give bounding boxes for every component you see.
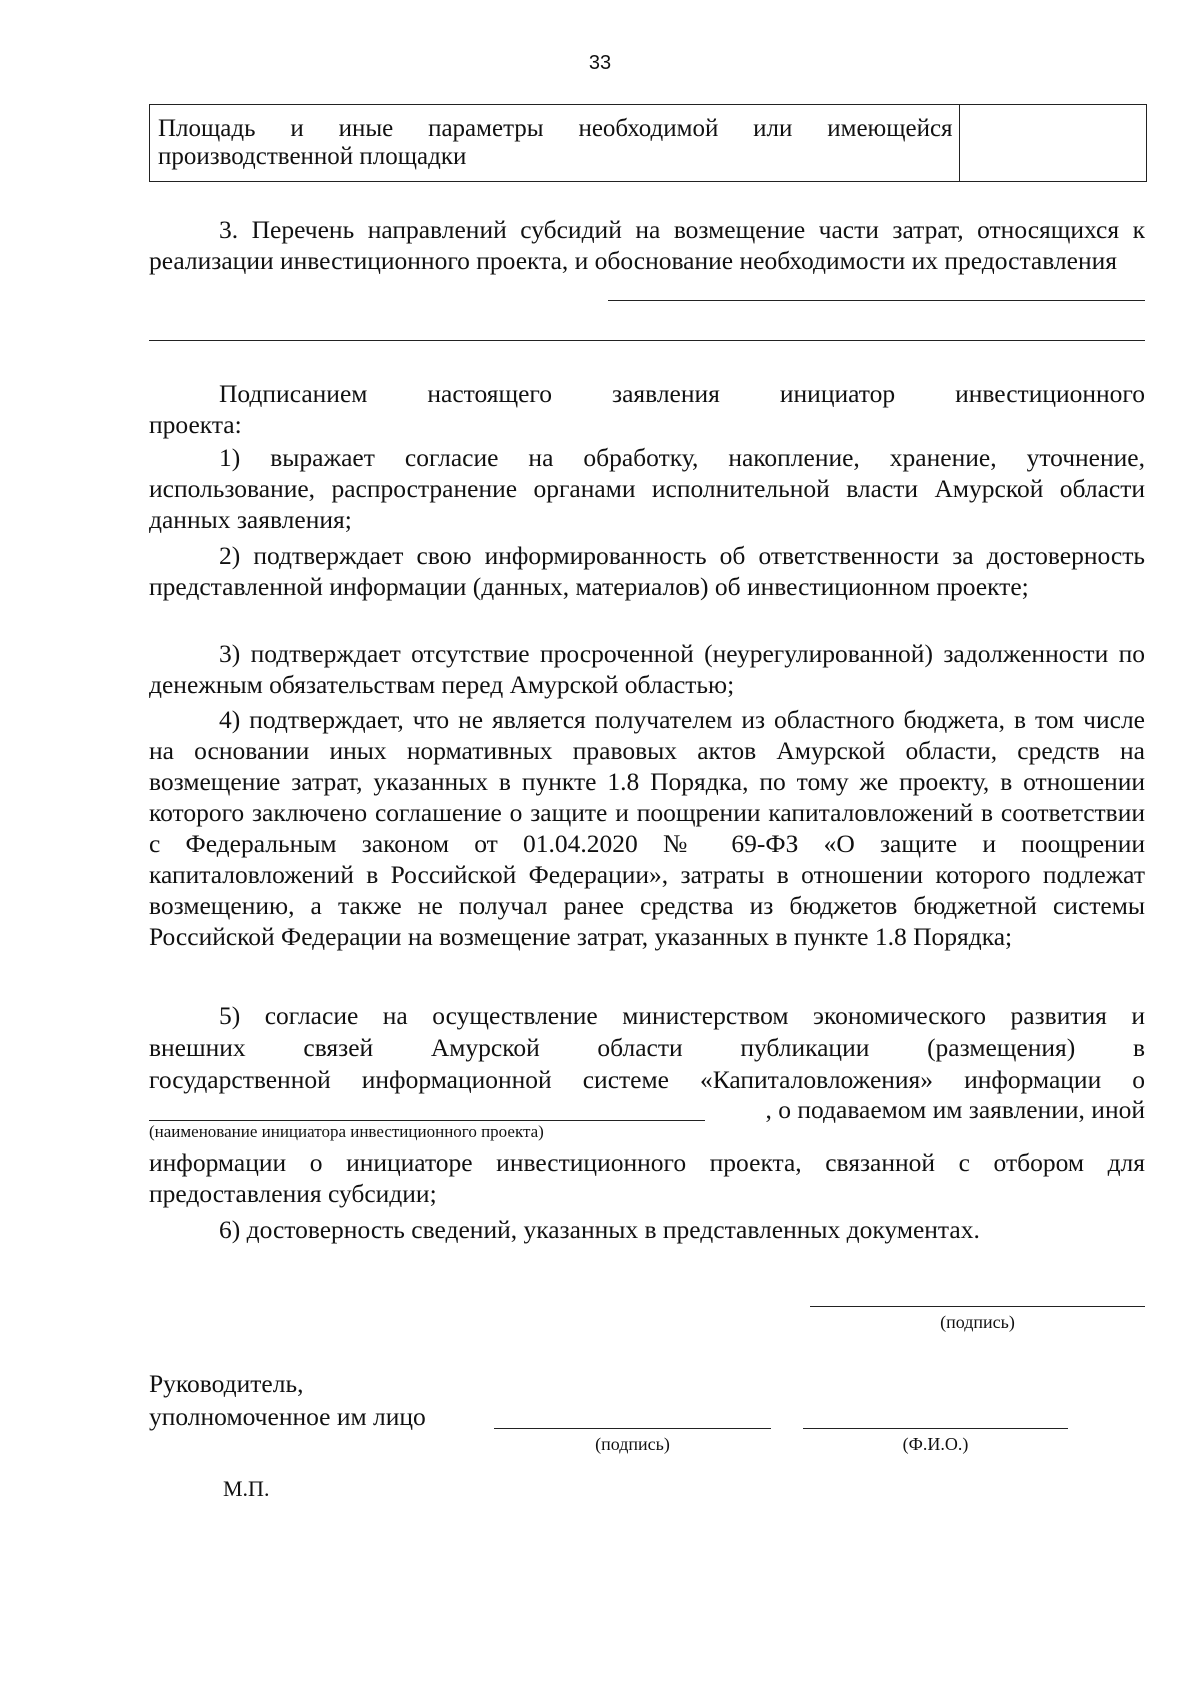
signature-line xyxy=(810,1306,1145,1307)
initiator-name-caption: (наименование инициатора инвестиционного проекта) xyxy=(149,1122,544,1141)
intro-line-1: Подписанием настоящего заявления инициатор инвестиционного xyxy=(219,379,1145,408)
list-item-1: 1) выражает согласие на обработку, накопление, хранение, уточнение, использование, распространение органами исполнительной власти Амурской области данных заявления; xyxy=(149,443,1145,534)
head-name-line xyxy=(803,1428,1068,1429)
table-cell-label: Площадь и иные параметры необходимой или имеющейся производственной площадки xyxy=(150,105,960,182)
stamp-place: М.П. xyxy=(223,1476,270,1501)
section-3-fill-line-2 xyxy=(149,340,1145,341)
head-name-caption: (Ф.И.О.) xyxy=(902,1434,969,1454)
parameters-table xyxy=(149,104,1147,182)
list-item-5-continuation: информации о инициаторе инвестиционного проекта, связанной с отбором для предоставления субсидии; xyxy=(149,1148,1145,1208)
list-item-5-line-2: внешних связей Амурской области публикации (размещения) в xyxy=(149,1033,1145,1062)
initiator-name-blank xyxy=(149,1120,705,1121)
intro-line-2: проекта: xyxy=(149,410,242,439)
list-item-5-line-3: государственной информационной системе «Капиталовложения» информации о xyxy=(149,1065,1145,1094)
section-3-text: 3. Перечень направлений субсидий на возмещение части затрат, относящихся к реализации инвестиционного проекта, и обоснование необходимости их предоставления xyxy=(149,215,1145,275)
list-item-3: 3) подтверждает отсутствие просроченной (неурегулированной) задолженности по денежным обязательствам перед Амурской областью; xyxy=(149,639,1145,699)
list-item-4: 4) подтверждает, что не является получателем из областного бюджета, в том числе на основании иных нормативных правовых актов Амурской области, средств на возмещение затрат, указанных в пункте 1.8 Порядка, по тому же проекту, в отношении которого заключено соглашение о защите и поощрении капиталовложений в соответствии с Федеральным законом от 01.04.2020 № 69-ФЗ «О защите и поощрении капиталовложений в Российской Федерации», затраты в отношении которого подлежат возмещению, а также не получал ранее средства из бюджетов бюджетной системы Российской Федерации на возмещение затрат, указанных в пункте 1.8 Порядка; xyxy=(149,705,1145,951)
signature-caption: (подпись) xyxy=(940,1312,1015,1332)
table-cell-value xyxy=(959,105,1146,182)
list-item-5-line-1: 5) согласие на осуществление министерством экономического развития и xyxy=(219,1001,1145,1030)
head-signature-line xyxy=(494,1428,771,1429)
head-title-line-1: Руководитель, xyxy=(149,1369,304,1398)
table-row xyxy=(150,105,1147,182)
list-item-5-line-4: , о подаваемом им заявлении, иной xyxy=(765,1095,1145,1124)
list-item-2: 2) подтверждает свою информированность об ответственности за достоверность представленной информации (данных, материалов) об инвестиционном проекте; xyxy=(149,541,1145,601)
section-3-fill-line-1 xyxy=(608,300,1145,301)
head-signature-caption: (подпись) xyxy=(595,1434,670,1454)
head-title-line-2: уполномоченное им лицо xyxy=(149,1402,426,1431)
page-number: 33 xyxy=(588,52,612,74)
list-item-6: 6) достоверность сведений, указанных в представленных документах. xyxy=(219,1215,980,1244)
